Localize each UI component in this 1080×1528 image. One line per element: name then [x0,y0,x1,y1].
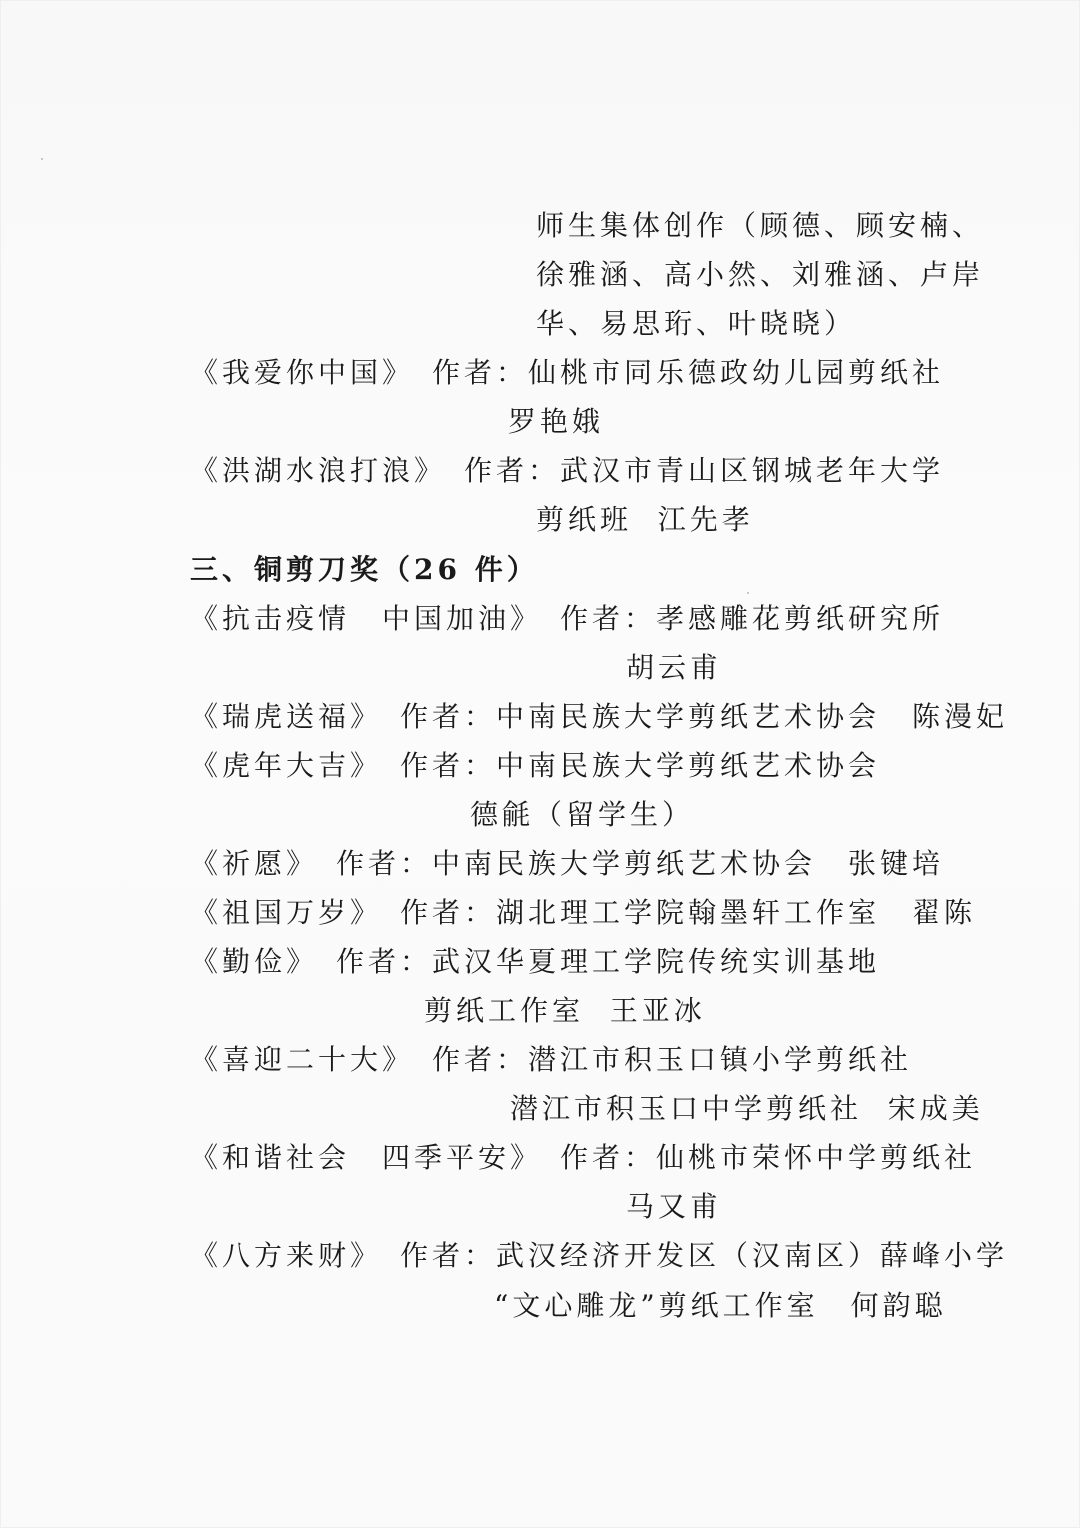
award-entry: 《抗击疫情 中国加油》 作者：孝感雕花剪纸研究所 [190,602,945,635]
award-entry: 《洪湖水浪打浪》 作者：武汉市青山区钢城老年大学 [190,454,945,487]
credit-line-1: 师生集体创作（顾德、顾安楠、 [536,209,985,242]
award-entry-continuation: 德毹（留学生） [470,798,695,831]
award-entry: 《勤俭》 作者：武汉华夏理工学院传统实训基地 [190,945,881,978]
award-entry-continuation: “文心雕龙”剪纸工作室 何韵聪 [494,1289,947,1322]
award-entry: 《我爱你中国》 作者：仙桃市同乐德政幼儿园剪纸社 [190,356,945,389]
award-entry: 《和谐社会 四季平安》 作者：仙桃市荣怀中学剪纸社 [190,1141,977,1174]
award-entry: 《喜迎二十大》 作者：潜江市积玉口镇小学剪纸社 [190,1043,913,1076]
award-entry-continuation: 罗艳娥 [508,405,605,438]
credit-line-2: 徐雅涵、高小然、刘雅涵、卢岸 [536,258,985,291]
scan-speck [41,158,43,160]
award-entry: 《八方来财》 作者：武汉经济开发区（汉南区）薛峰小学 [190,1239,1009,1272]
award-entry-continuation: 剪纸班 江先孝 [536,503,754,536]
section-heading-bronze-scissors: 三、铜剪刀奖（26 件） [190,553,539,586]
award-entry: 《瑞虎送福》 作者：中南民族大学剪纸艺术协会 陈漫妃 [190,700,1009,733]
award-entry-continuation: 马又甫 [626,1190,723,1223]
award-entry: 《祈愿》 作者：中南民族大学剪纸艺术协会 张键培 [190,847,945,880]
award-entry-continuation: 剪纸工作室 王亚冰 [424,994,706,1027]
award-entry: 《祖国万岁》 作者：湖北理工学院翰墨轩工作室 翟陈 [190,896,977,929]
award-entry: 《虎年大吉》 作者：中南民族大学剪纸艺术协会 [190,749,881,782]
credit-line-3: 华、易思珩、叶晓晓） [536,307,857,340]
scan-speck [747,592,749,594]
award-entry-continuation: 潜江市积玉口中学剪纸社 宋成美 [510,1092,984,1125]
award-entry-continuation: 胡云甫 [626,651,723,684]
